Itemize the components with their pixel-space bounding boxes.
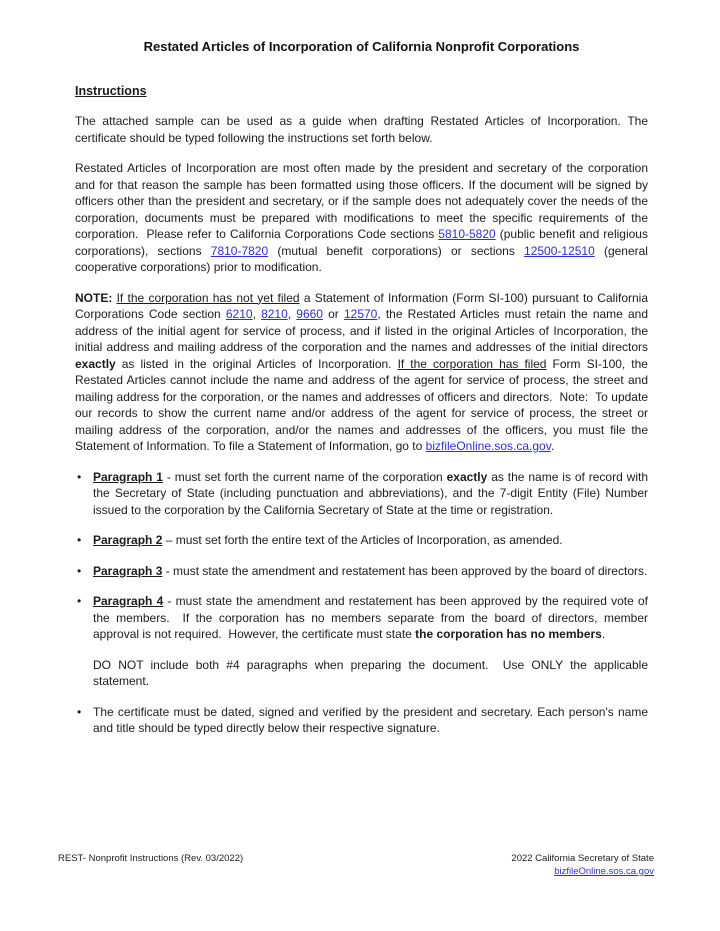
bullet-item [75, 532, 648, 549]
text-run: (general cooperative corporations) prior to modification. [75, 243, 652, 274]
bullet-text [93, 704, 652, 737]
page-footer [58, 843, 654, 931]
text-run: exactly [446, 469, 488, 484]
text-run: - must set forth the current name of the corporation [162, 469, 447, 484]
text-run: as the name is of record with the Secretary of State (including punctuation and abbreviations), and the 7-digit Entity (File) Number issued to the corporation by the California Secretary of State at the time or registration. [93, 469, 652, 517]
bullet-marker: • [77, 469, 82, 484]
text-run: . [550, 439, 555, 453]
bullet-item [75, 593, 652, 643]
bullet-text [93, 532, 648, 549]
bullet-text [93, 593, 652, 643]
document-body [75, 113, 652, 737]
text-run: , [287, 307, 297, 321]
text-run: NOTE: [75, 290, 117, 305]
text-run: The certificate must be dated, signed and verified by the president and secretary. Each person's name and title should be typed directly below their respective signature. [93, 704, 652, 735]
link-9660[interactable]: 9660 [296, 307, 323, 321]
footer-copyright: 2022 California Secretary of State [511, 853, 654, 864]
bullet-text [93, 469, 652, 519]
text-run: as listed in the original Articles of Incorporation. [115, 356, 398, 371]
text-run: Restated Articles of Incorporation are most often made by the president and secretary of the corporation and for that reason the sample has been formatted using those officers. If the document will be signed by officers other than the president and secretary, or if the sample does not adequately cover the needs of the corporation, documents must be prepared with modifications to meet the specific requirements of the corporation. Please refer to California Corporations Code sections [75, 161, 652, 241]
bullet-marker: • [77, 563, 82, 578]
text-run: The attached sample can be used as a guide when drafting Restated Articles of Incorporation. The certificate should be typed following the instructions set forth below. [75, 114, 652, 145]
footer-form-id: REST- Nonprofit Instructions (Rev. 03/2022) [58, 853, 244, 864]
text-run: , the Restated Articles must retain the name and address of the initial agent for service of process, and if listed in the original Articles of Incorporation, the initial address and mailing address of the corporation and the names and addresses of the initial directors [75, 307, 652, 354]
link-12570[interactable]: 12570 [343, 307, 378, 321]
paragraph [75, 160, 652, 276]
paragraph [75, 113, 652, 146]
text-run: (mutual benefit corporations) or sections [268, 243, 525, 258]
link-8210[interactable]: 8210 [261, 307, 288, 321]
text-run: – must set forth the entire text of the Articles of Incorporation, as amended. [162, 533, 563, 547]
link-bizfileonline-sos-ca-gov[interactable]: bizfileOnline.sos.ca.gov [425, 439, 551, 453]
footer-right-block [511, 852, 654, 878]
text-run: If the corporation has filed [397, 356, 547, 371]
footer-bizfile-link[interactable]: bizfileOnline.sos.ca.gov [554, 866, 654, 877]
text-run: (public benefit and religious corporations), sections [75, 227, 652, 258]
bullet-marker: • [77, 594, 82, 608]
link-5810-5820[interactable]: 5810-5820 [438, 227, 496, 241]
bullet-text [93, 563, 648, 580]
instructions-heading: Instructions [75, 84, 147, 98]
text-run: or [322, 307, 344, 321]
text-run: a Statement of Information (Form SI-100) pursuant to California Corporations Code section [75, 290, 652, 321]
text-run: - must state the amendment and restatement has been approved by the required vote of the members. If the corporation has no members separate from the board of directors, member approval is not required. However, the certificate must state [93, 594, 652, 641]
text-run: , [252, 307, 262, 321]
text-run: DO NOT include both #4 paragraphs when preparing the document. Use ONLY the applicable statement. [93, 657, 652, 688]
paragraph [75, 290, 652, 455]
text-run: Paragraph 2 [93, 533, 163, 547]
text-run: the corporation has no members [415, 627, 602, 641]
document-title: Restated Articles of Incorporation of California Nonprofit Corporations [143, 39, 580, 54]
link-6210[interactable]: 6210 [225, 307, 253, 321]
link-7810-7820[interactable]: 7810-7820 [210, 243, 269, 258]
text-run: . [601, 627, 606, 641]
text-run: Paragraph 3 [93, 563, 163, 578]
bullet-item [75, 704, 652, 737]
text-run: Paragraph 1 [93, 469, 163, 484]
text-run: Paragraph 4 [93, 594, 164, 608]
link-12500-12510[interactable]: 12500-12510 [524, 243, 595, 258]
bullet-item [75, 469, 652, 519]
text-run: - must state the amendment and restatement has been approved by the board of directors. [162, 563, 648, 578]
text-run: Form SI-100, the Restated Articles cannot include the name and address of the agent for service of process, the street and mailing address for the corporation, or the names and addresses of officers and directors. Note: To update our records to show the current name and/or address of the agent for service of process, the street or mailing address of the corporation, and/or the names and addresses of the officers, you must file the Statement of Information. To file a Statement of Information, go to [75, 356, 652, 453]
bullet-item [75, 563, 648, 580]
bullet-marker: • [77, 704, 82, 719]
bullet-marker: • [77, 533, 82, 547]
indented-paragraph [93, 657, 652, 690]
text-run: If the corporation has not yet filed [116, 290, 300, 305]
text-run: exactly [75, 356, 116, 371]
